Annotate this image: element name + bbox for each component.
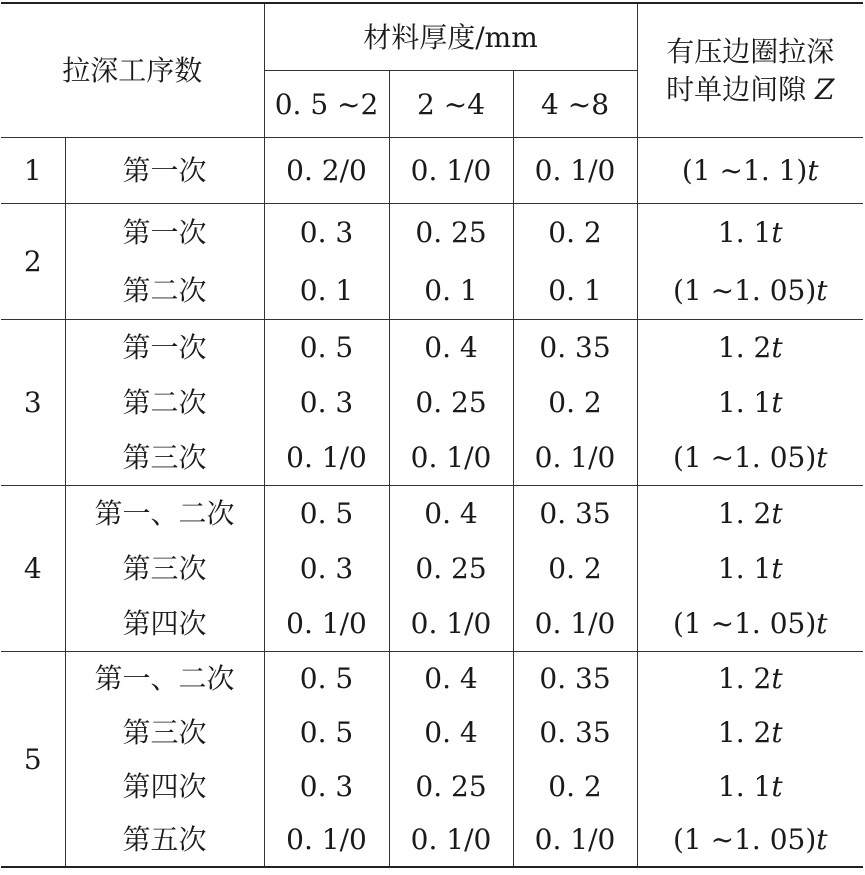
table-row: [1, 759, 863, 813]
thickness-c-cell: 0. 1/0: [513, 138, 637, 204]
gap-cell: [637, 262, 863, 320]
gap-cell: [637, 320, 863, 375]
header-stage-count: 拉深工序数: [1, 3, 264, 138]
thickness-b-cell: 0. 25: [389, 375, 513, 430]
step-cell: 第四次: [65, 596, 264, 651]
stage-count-cell: 4: [1, 485, 65, 651]
gap-cell: [637, 204, 863, 262]
thickness-a-cell: 0. 1/0: [264, 813, 389, 867]
header-gap-line1: 有压边圈拉深: [666, 34, 835, 68]
thickness-c-cell: 0. 2: [513, 204, 637, 262]
thickness-c-cell: 0. 2: [513, 759, 637, 813]
thickness-b-cell: 0. 4: [389, 320, 513, 375]
table-row: [1, 705, 863, 759]
table-row: [1, 204, 863, 262]
gap-cell: [637, 596, 863, 651]
header-thickness-b: 2 ~4: [389, 71, 513, 138]
gap-value: (1 ~1. 05): [672, 273, 817, 307]
thickness-symbol-t: t: [816, 441, 828, 475]
thickness-c-cell: 0. 1/0: [513, 430, 637, 485]
table-row: [1, 485, 863, 540]
gap-value: (1 ~1. 1): [681, 154, 808, 187]
step-cell: 第三次: [65, 705, 264, 759]
step-cell: 第一次: [65, 320, 264, 375]
thickness-a-cell: 0. 5: [264, 320, 389, 375]
thickness-b-cell: 0. 4: [389, 705, 513, 759]
thickness-a-cell: 0. 3: [264, 204, 389, 262]
thickness-b-cell: 0. 1: [389, 262, 513, 320]
thickness-symbol-t: t: [771, 496, 783, 530]
gap-cell: [637, 759, 863, 813]
thickness-symbol-t: t: [771, 715, 783, 749]
thickness-b-cell: 0. 25: [389, 541, 513, 596]
thickness-symbol-t: t: [771, 769, 783, 803]
stage-count-cell: 5: [1, 651, 65, 867]
gap-cell: [637, 485, 863, 540]
table-row: [1, 138, 863, 204]
thickness-c-cell: 0. 1/0: [513, 596, 637, 651]
thickness-symbol-t: t: [807, 154, 819, 187]
thickness-c-cell: 0. 35: [513, 485, 637, 540]
stage-count-cell: 1: [1, 138, 65, 204]
thickness-symbol-t: t: [816, 273, 828, 307]
gap-value: (1 ~1. 05): [672, 441, 817, 475]
gap-cell: [637, 705, 863, 759]
step-cell: 第一次: [65, 138, 264, 204]
thickness-a-cell: 0. 2/0: [264, 138, 389, 204]
thickness-b-cell: 0. 1/0: [389, 596, 513, 651]
table-row: [1, 320, 863, 375]
table-row: [1, 596, 863, 651]
header-thickness-c: 4 ~8: [513, 71, 637, 138]
thickness-symbol-t: t: [771, 662, 783, 696]
stage-count-cell: 2: [1, 204, 65, 320]
thickness-a-cell: 0. 1/0: [264, 596, 389, 651]
thickness-symbol-t: t: [771, 216, 783, 250]
step-cell: 第一次: [65, 204, 264, 262]
header-gap-symbol: Z: [814, 72, 835, 106]
thickness-b-cell: 0. 4: [389, 485, 513, 540]
stage-count-cell: 3: [1, 320, 65, 486]
thickness-symbol-t: t: [771, 385, 783, 419]
step-cell: 第三次: [65, 541, 264, 596]
table-header: [1, 3, 863, 138]
table-row: [1, 813, 863, 867]
thickness-b-cell: 0. 25: [389, 204, 513, 262]
gap-value: 1. 1: [717, 216, 772, 250]
step-cell: 第四次: [65, 759, 264, 813]
table-row: [1, 262, 863, 320]
table-row: [1, 430, 863, 485]
gap-value: (1 ~1. 05): [672, 823, 817, 857]
thickness-a-cell: 0. 3: [264, 541, 389, 596]
gap-value: 1. 2: [717, 496, 772, 530]
step-cell: 第五次: [65, 813, 264, 867]
thickness-b-cell: 0. 1/0: [389, 138, 513, 204]
gap-cell: [637, 813, 863, 867]
thickness-a-cell: 0. 1: [264, 262, 389, 320]
gap-value: 1. 1: [717, 551, 772, 585]
table-body: [1, 138, 863, 868]
gap-value: 1. 1: [717, 385, 772, 419]
table-row: [1, 541, 863, 596]
drawing-clearance-table: [1, 2, 863, 868]
step-cell: 第二次: [65, 375, 264, 430]
gap-cell: [637, 138, 863, 204]
step-cell: 第一、二次: [65, 485, 264, 540]
header-thickness-group: 材料厚度/mm: [264, 3, 637, 71]
thickness-symbol-t: t: [771, 330, 783, 364]
thickness-symbol-t: t: [771, 551, 783, 585]
gap-value: (1 ~1. 05): [672, 607, 817, 641]
thickness-b-cell: 0. 1/0: [389, 813, 513, 867]
thickness-c-cell: 0. 35: [513, 705, 637, 759]
gap-value: 1. 2: [717, 662, 772, 696]
gap-cell: [637, 541, 863, 596]
table-row: [1, 375, 863, 430]
thickness-b-cell: 0. 25: [389, 759, 513, 813]
gap-cell: [637, 430, 863, 485]
thickness-a-cell: 0. 3: [264, 375, 389, 430]
gap-value: 1. 1: [717, 769, 772, 803]
gap-cell: [637, 651, 863, 705]
thickness-a-cell: 0. 1/0: [264, 430, 389, 485]
step-cell: 第三次: [65, 430, 264, 485]
thickness-a-cell: 0. 3: [264, 759, 389, 813]
thickness-a-cell: 0. 5: [264, 651, 389, 705]
thickness-b-cell: 0. 4: [389, 651, 513, 705]
thickness-c-cell: 0. 1: [513, 262, 637, 320]
header-thickness-a: 0. 5 ~2: [264, 71, 389, 138]
thickness-a-cell: 0. 5: [264, 485, 389, 540]
thickness-b-cell: 0. 1/0: [389, 430, 513, 485]
table-row: [1, 651, 863, 705]
thickness-symbol-t: t: [816, 823, 828, 857]
gap-cell: [637, 375, 863, 430]
step-cell: 第二次: [65, 262, 264, 320]
gap-value: 1. 2: [717, 330, 772, 364]
thickness-c-cell: 0. 35: [513, 320, 637, 375]
gap-value: 1. 2: [717, 715, 772, 749]
thickness-c-cell: 0. 2: [513, 375, 637, 430]
thickness-c-cell: 0. 35: [513, 651, 637, 705]
thickness-c-cell: 0. 2: [513, 541, 637, 596]
header-single-side-gap: [637, 3, 863, 138]
thickness-a-cell: 0. 5: [264, 705, 389, 759]
step-cell: 第一、二次: [65, 651, 264, 705]
thickness-symbol-t: t: [816, 607, 828, 641]
thickness-c-cell: 0. 1/0: [513, 813, 637, 867]
header-gap-line2: 时单边间隙 Z: [666, 72, 835, 106]
